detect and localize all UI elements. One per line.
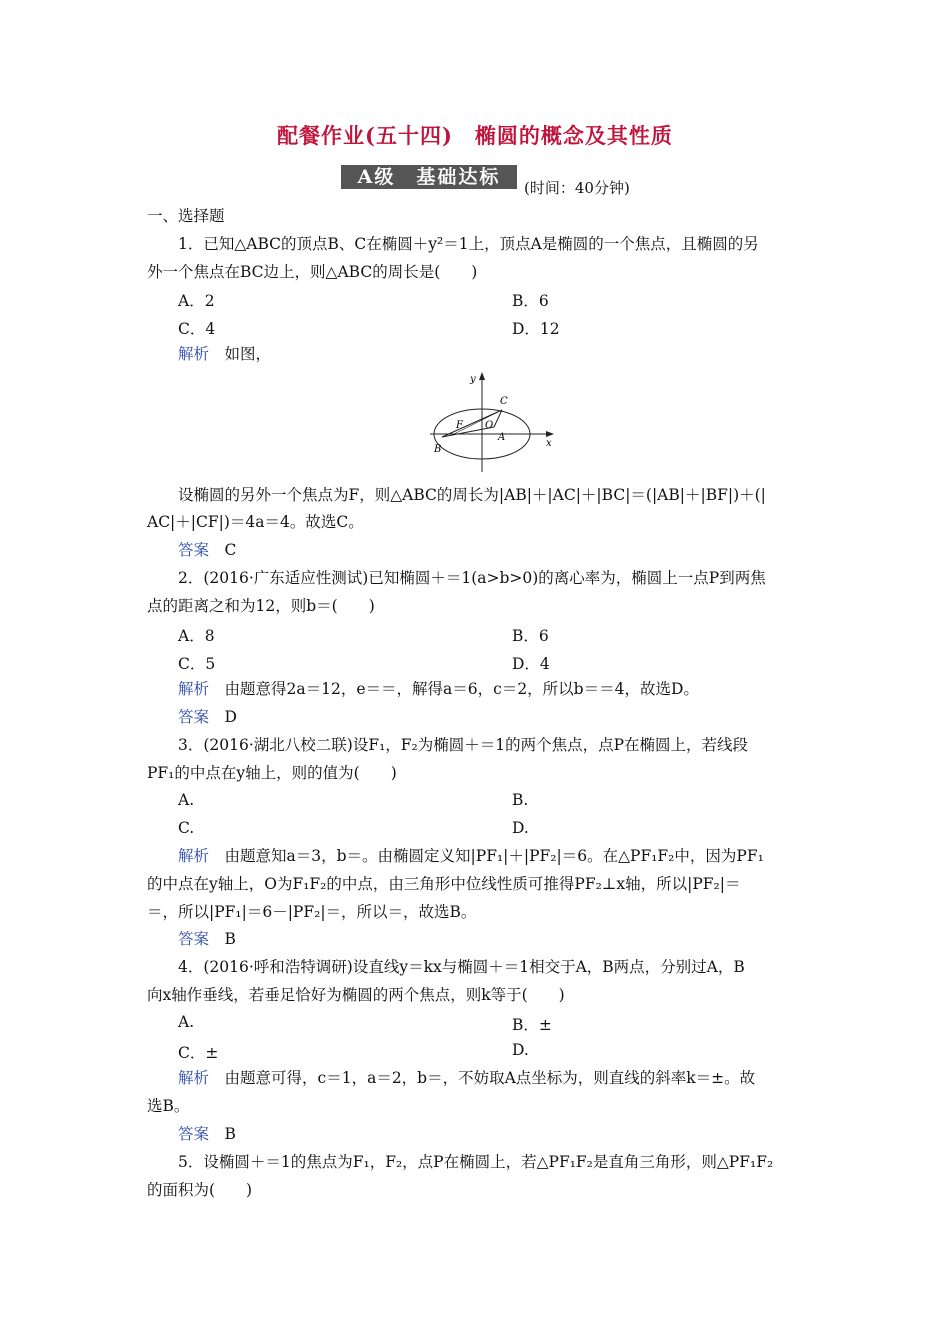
question-1-line-1: 1．已知△ABC的顶点B、C在椭圆＋y²＝1上，顶点A是椭圆的一个焦点，且椭圆的另 bbox=[178, 235, 759, 253]
analysis-text: 由题意知a＝3，b＝。由椭圆定义知|PF₁|＋|PF₂|＝6。在△PF₁F₂中，因为PF₁ bbox=[224, 847, 764, 865]
question-5-line-1: 5．设椭圆＋＝1的焦点为F₁，F₂，点P在椭圆上，若△PF₁F₂是直角三角形，则△PF₁F₂ bbox=[178, 1153, 774, 1171]
analysis-label: 解析 bbox=[178, 847, 210, 865]
x-axis-arrow bbox=[546, 431, 554, 437]
question-4-analysis-line-2: 选B。 bbox=[147, 1097, 190, 1115]
question-3-analysis bbox=[178, 846, 764, 866]
question-1-answer bbox=[178, 540, 236, 560]
question-3-analysis-line-3: ＝，所以|PF₁|＝6－|PF₂|＝，所以＝，故选B。 bbox=[147, 903, 477, 921]
label-x: x bbox=[546, 438, 552, 449]
analysis-text: 如图， bbox=[224, 345, 272, 363]
label-a: A bbox=[498, 432, 506, 443]
question-2-analysis bbox=[178, 679, 699, 699]
question-1-analysis-line-2: 设椭圆的另外一个焦点为F，则△ABC的周长为|AB|＋|AC|＋|BC|＝(|AB|＋|BF|)＋(| bbox=[178, 486, 766, 504]
question-4-analysis bbox=[178, 1068, 755, 1088]
label-y: y bbox=[470, 374, 476, 385]
answer-text: C bbox=[224, 541, 237, 559]
answer-label: 答案 bbox=[178, 541, 210, 559]
question-1-analysis bbox=[178, 344, 271, 364]
question-3-answer bbox=[178, 929, 236, 949]
answer-label: 答案 bbox=[178, 930, 210, 948]
question-3-option-a: A. bbox=[178, 791, 195, 809]
analysis-label: 解析 bbox=[178, 680, 210, 698]
ellipse-figure bbox=[428, 372, 568, 474]
level-banner: A级 基础达标 bbox=[341, 165, 517, 189]
question-3-option-d: D. bbox=[512, 819, 529, 837]
question-2-line-2: 点的距离之和为12，则b＝( ) bbox=[147, 597, 375, 615]
question-2-option-b: B．6 bbox=[512, 627, 549, 645]
question-4-line-1: 4．(2016·呼和浩特调研)设直线y＝kx与椭圆＋＝1相交于A，B两点，分别过A，B bbox=[178, 958, 745, 976]
label-b: B bbox=[434, 444, 442, 455]
question-2-option-c: C．5 bbox=[178, 655, 216, 673]
question-3-option-c: C. bbox=[178, 819, 195, 837]
label-o: O bbox=[485, 420, 494, 431]
question-2-answer bbox=[178, 707, 237, 727]
answer-text: D bbox=[224, 708, 237, 726]
question-3-line-1: 3．(2016·湖北八校二联)设F₁，F₂为椭圆＋＝1的两个焦点，点P在椭圆上，若线段 bbox=[178, 736, 749, 754]
question-2-option-d: D．4 bbox=[512, 655, 550, 673]
question-3-analysis-line-2: 的中点在y轴上，O为F₁F₂的中点，由三角形中位线性质可推得PF₂⊥x轴，所以|PF₂|＝ bbox=[147, 875, 741, 893]
y-axis-arrow bbox=[479, 372, 485, 380]
question-1-line-2: 外一个焦点在BC边上，则△ABC的周长是( ) bbox=[147, 263, 478, 281]
label-c: C bbox=[500, 396, 508, 407]
analysis-label: 解析 bbox=[178, 345, 210, 363]
question-4-option-c: C．± bbox=[178, 1044, 219, 1062]
page-title: 配餐作业(五十四) 椭圆的概念及其性质 bbox=[277, 123, 673, 148]
question-4-option-a: A. bbox=[178, 1013, 195, 1031]
question-1-option-a: A．2 bbox=[178, 292, 215, 310]
question-2-option-a: A．8 bbox=[178, 627, 215, 645]
question-2-line-1: 2．(2016·广东适应性测试)已知椭圆＋＝1(a>b>0)的离心率为，椭圆上一点P到两焦 bbox=[178, 569, 766, 587]
question-4-answer bbox=[178, 1124, 236, 1144]
question-3-option-b: B. bbox=[512, 791, 529, 809]
question-3-line-2: PF₁的中点在y轴上，则的值为( ) bbox=[147, 764, 397, 782]
question-1-option-b: B．6 bbox=[512, 292, 549, 310]
question-5-line-2: 的面积为( ) bbox=[147, 1181, 253, 1199]
section-heading: 一、选择题 bbox=[147, 207, 225, 225]
answer-text: B bbox=[224, 1125, 236, 1143]
analysis-text: 由题意得2a＝12，e＝＝，解得a＝6，c＝2，所以b＝＝4，故选D。 bbox=[224, 680, 699, 698]
time-note: (时间：40分钟) bbox=[524, 179, 630, 197]
label-f: F bbox=[456, 420, 463, 431]
question-1-option-d: D．12 bbox=[512, 320, 560, 338]
answer-label: 答案 bbox=[178, 708, 210, 726]
question-4-option-d: D. bbox=[512, 1041, 529, 1059]
question-1-analysis-line-3: AC|＋|CF|)＝4a＝4。故选C。 bbox=[147, 513, 364, 531]
question-4-option-b: B．± bbox=[512, 1016, 552, 1034]
analysis-label: 解析 bbox=[178, 1069, 210, 1087]
analysis-text: 由题意可得，c＝1，a＝2，b＝，不妨取A点坐标为，则直线的斜率k＝±。故 bbox=[224, 1069, 756, 1087]
question-1-option-c: C．4 bbox=[178, 320, 216, 338]
answer-text: B bbox=[224, 930, 236, 948]
answer-label: 答案 bbox=[178, 1125, 210, 1143]
question-4-line-2: 向x轴作垂线，若垂足恰好为椭圆的两个焦点，则k等于( ) bbox=[147, 986, 565, 1004]
